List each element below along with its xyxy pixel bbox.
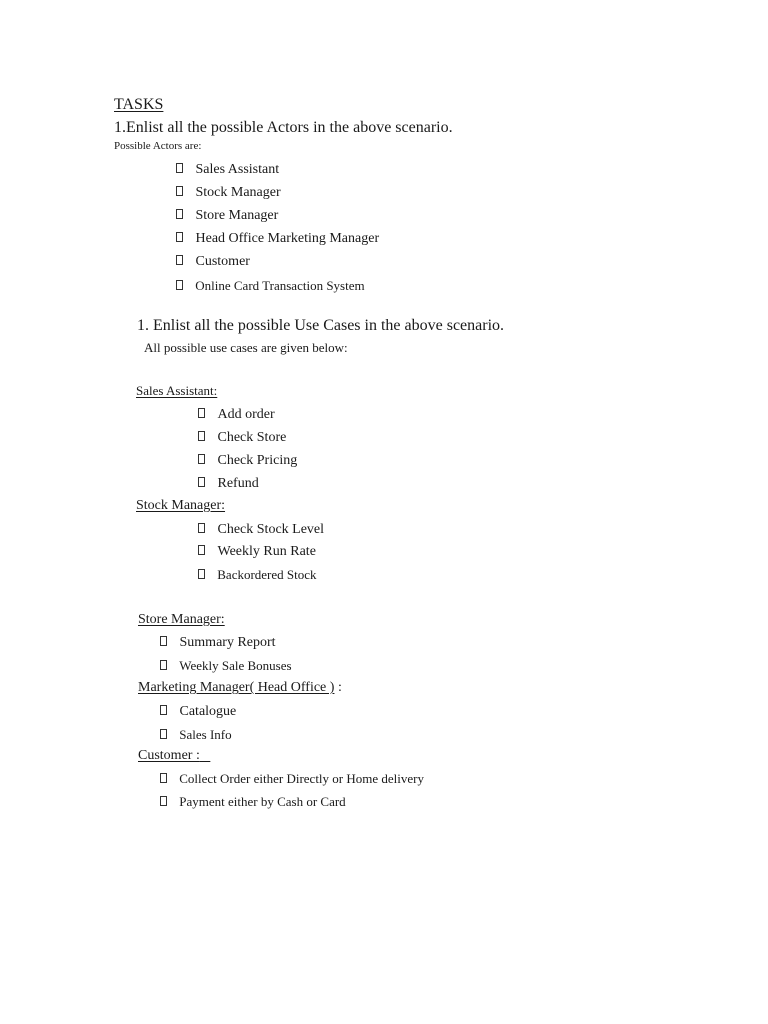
use-case-label: Sales Info [179,727,232,742]
list-item [176,279,365,292]
task2-intro: All possible use cases are given below: [144,340,348,355]
list-item [198,568,317,581]
group-heading-store-manager: Store Manager: [138,612,225,627]
checkbox-icon [160,636,167,646]
actor-label: Store Manager [195,208,279,223]
checkbox-icon [176,209,183,219]
actor-label: Online Card Transaction System [195,278,365,293]
list-item [160,705,236,719]
list-item [198,477,259,491]
checkbox-icon [176,232,183,242]
task2-title: 1. Enlist all the possible Use Cases in the above scenario. [137,317,505,334]
checkbox-icon [198,545,205,555]
list-item [198,523,324,537]
use-case-label: Add order [217,407,275,422]
use-case-label: Check Store [217,430,287,445]
use-case-label: Catalogue [179,704,237,719]
use-case-label: Payment either by Cash or Card [179,794,346,809]
use-case-label: Backordered Stock [217,567,317,582]
list-item [198,545,316,559]
use-case-label: Refund [217,476,259,491]
use-case-label: Weekly Run Rate [217,544,316,559]
list-item [160,659,292,672]
checkbox-icon [160,796,167,806]
checkbox-icon [160,660,167,670]
checkbox-icon [176,280,183,290]
list-item [176,255,250,269]
checkbox-icon [176,163,183,173]
checkbox-icon [198,477,205,487]
list-item [160,636,276,650]
use-case-label: Summary Report [179,635,276,650]
actor-label: Sales Assistant [195,162,280,177]
actor-label: Head Office Marketing Manager [195,231,380,246]
list-item [198,408,275,422]
use-case-label: Weekly Sale Bonuses [179,658,292,673]
actor-label: Customer [195,254,250,269]
list-item [160,795,346,808]
list-item [198,431,286,445]
use-case-label: Check Pricing [217,453,298,468]
checkbox-icon [198,408,205,418]
group-heading-label: Marketing Manager( Head Office ) [138,680,335,695]
checkbox-icon [176,255,183,265]
checkbox-icon [198,454,205,464]
list-item [176,163,279,177]
list-item [160,772,424,785]
checkbox-icon [160,773,167,783]
use-case-label: Collect Order either Directly or Home delivery [179,771,424,786]
group-heading-suffix: : [334,680,342,695]
checkbox-icon [198,569,205,579]
group-heading-label: Customer : [138,748,200,763]
checkbox-icon [160,705,167,715]
checkbox-icon [198,431,205,441]
tasks-heading: TASKS [114,96,164,113]
checkbox-icon [160,729,167,739]
actor-label: Stock Manager [195,185,281,200]
list-item [176,232,379,246]
task1-title: 1.Enlist all the possible Actors in the above scenario. [114,119,453,136]
list-item [160,728,232,741]
group-heading-stock-manager: Stock Manager: [136,498,226,513]
list-item [198,454,297,468]
use-case-label: Check Stock Level [217,522,325,537]
checkbox-icon [198,523,205,533]
checkbox-icon [176,186,183,196]
task1-intro: Possible Actors are: [114,140,202,152]
group-heading-customer [138,749,210,763]
group-heading-sales-assistant: Sales Assistant: [136,383,218,398]
group-heading-marketing-manager [138,681,342,695]
list-item [176,209,278,223]
list-item [176,186,281,200]
